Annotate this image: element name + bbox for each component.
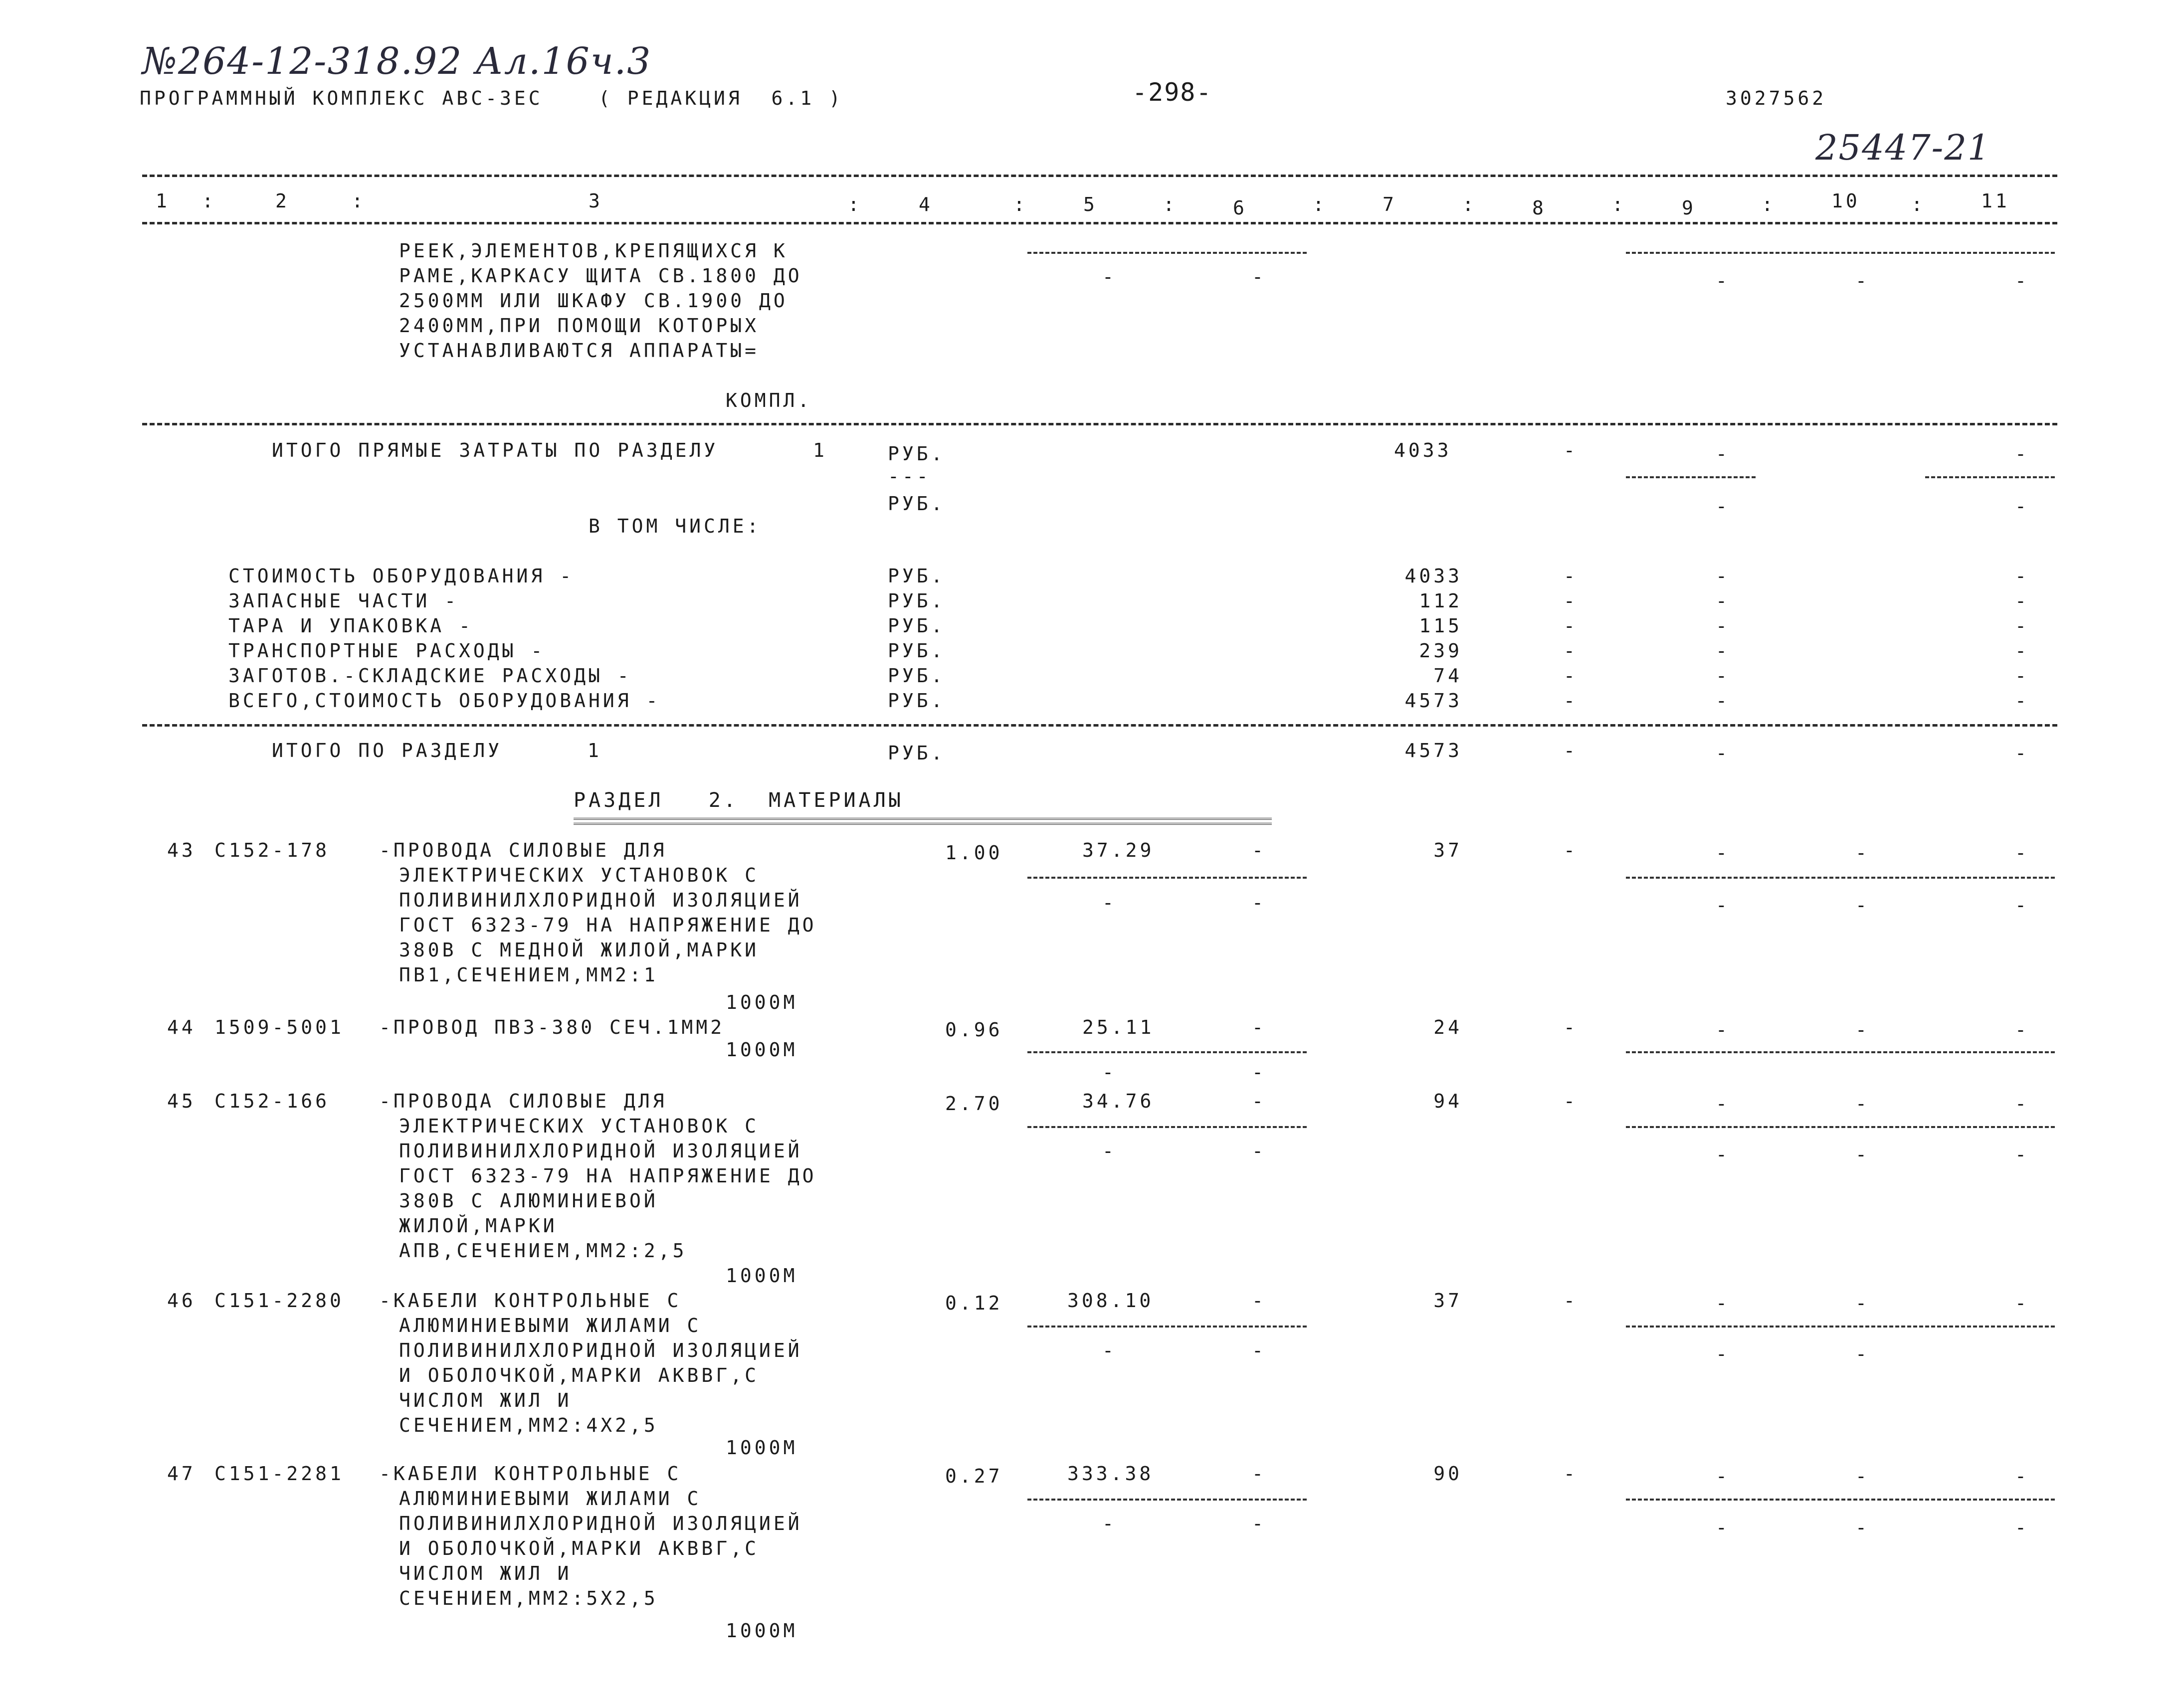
empty-dash: -	[2015, 1143, 2029, 1165]
item-col8: -	[1564, 1090, 1578, 1112]
item-code: С151-2281	[214, 1463, 344, 1485]
item-text-line: УСТАНАВЛИВАЮТСЯ АППАРАТЫ=	[399, 340, 759, 362]
empty-dash: -	[1252, 1339, 1266, 1361]
breakdown-c9: -	[1716, 590, 1730, 612]
item-code: С152-178	[214, 839, 330, 861]
summary-sub-col11: -	[2015, 495, 2029, 517]
item-total: 90	[1433, 1463, 1462, 1485]
subtotal-rule	[1626, 1326, 2055, 1328]
item-text-line: И ОБОЛОЧКОЙ,МАРКИ АКВВГ,С	[399, 1364, 759, 1386]
item-unit-price: 34.76	[1082, 1090, 1155, 1112]
subtotal-rule	[1027, 1051, 1307, 1053]
item-col6: -	[1252, 1463, 1266, 1485]
item-col8: -	[1564, 1463, 1578, 1485]
item-total: 37	[1433, 839, 1462, 861]
subtotal-rule	[1925, 476, 2055, 478]
col-header-3: 3	[589, 190, 603, 212]
subtotal-rule	[1027, 1499, 1307, 1501]
document-code: 3027562	[1726, 87, 1827, 109]
item-col9: -	[1716, 1093, 1730, 1115]
empty-dash: -	[1855, 894, 1870, 916]
empty-dash: -	[1855, 270, 1870, 292]
item-unit-price: 308.10	[1067, 1290, 1154, 1312]
empty-dash: -	[1252, 892, 1266, 914]
subtotal-rule	[1027, 877, 1307, 879]
item-text-line: -ПРОВОДА СИЛОВЫЕ ДЛЯ	[379, 1090, 667, 1112]
col-separator: :	[1911, 193, 1926, 215]
item-text-line: ГОСТ 6323-79 НА НАПРЯЖЕНИЕ ДО	[399, 1165, 817, 1187]
item-text-line: АЛЮМИНИЕВЫМИ ЖИЛАМИ С	[399, 1315, 702, 1336]
section-rule	[142, 724, 2057, 727]
col-header-10: 10	[1831, 190, 1860, 212]
item-text-line: РЕЕК,ЭЛЕМЕНТОВ,КРЕПЯЩИХСЯ К	[399, 240, 788, 262]
item-col10: -	[1855, 1019, 1870, 1041]
item-text-line: 380В С АЛЮМИНИЕВОЙ	[399, 1190, 658, 1212]
empty-dash: -	[1102, 1339, 1117, 1361]
item-col11: -	[2015, 1019, 2029, 1041]
item-col6: -	[1252, 1090, 1266, 1112]
item-col9: -	[1716, 1019, 1730, 1041]
section-title-underline	[574, 818, 1272, 825]
item-code: С151-2280	[214, 1290, 344, 1312]
item-unit: 1000М	[726, 1039, 798, 1061]
breakdown-c9: -	[1716, 565, 1730, 587]
item-text-line: -КАБЕЛИ КОНТРОЛЬНЫЕ С	[379, 1463, 682, 1485]
summary-col11: -	[2015, 742, 2029, 764]
col-separator: :	[1313, 193, 1327, 215]
empty-dash: -	[1102, 1061, 1117, 1083]
empty-dash: -	[1716, 1143, 1730, 1165]
item-col8: -	[1564, 1016, 1578, 1038]
item-text-line: ПОЛИВИНИЛХЛОРИДНОЙ ИЗОЛЯЦИЕЙ	[399, 889, 802, 911]
item-col11: -	[2015, 1465, 2029, 1487]
item-unit: 1000М	[726, 1437, 798, 1459]
item-col9: -	[1716, 1465, 1730, 1487]
subtotal-rule	[1626, 877, 2055, 879]
item-code: 1509-5001	[214, 1016, 344, 1038]
item-text-line: -ПРОВОД ПВ3-380 СЕЧ.1ММ2	[379, 1016, 725, 1038]
summary-value: 4033	[1394, 439, 1452, 461]
item-number: 44	[167, 1016, 196, 1038]
edition: ( РЕДАКЦИЯ 6.1 )	[598, 87, 843, 109]
breakdown-label: СТОИМОСТЬ ОБОРУДОВАНИЯ -	[228, 565, 575, 587]
empty-dash: -	[1252, 1061, 1266, 1083]
summary-dash: ---	[888, 465, 931, 487]
breakdown-c8: -	[1564, 665, 1578, 687]
item-unit: 1000М	[726, 1620, 798, 1642]
breakdown-c9: -	[1716, 690, 1730, 712]
col-separator: :	[1163, 193, 1178, 215]
item-text-line: РАМЕ,КАРКАСУ ЩИТА СВ.1800 ДО	[399, 265, 802, 287]
section-title: РАЗДЕЛ 2. МАТЕРИАЛЫ	[574, 789, 904, 812]
item-number: 45	[167, 1090, 196, 1112]
item-col6: -	[1252, 1290, 1266, 1312]
summary-section-number: 1	[588, 740, 602, 761]
subtotal-rule	[1027, 252, 1307, 254]
item-text-line: И ОБОЛОЧКОЙ,МАРКИ АКВВГ,С	[399, 1537, 759, 1559]
breakdown-label: ТРАНСПОРТНЫЕ РАСХОДЫ -	[228, 640, 546, 662]
col-separator: :	[848, 193, 862, 215]
subtotal-rule	[1626, 1499, 2055, 1501]
col-header-6: 6	[1233, 197, 1247, 219]
empty-dash: -	[1252, 1513, 1266, 1534]
summary-label: ИТОГО ПРЯМЫЕ ЗАТРАТЫ ПО РАЗДЕЛУ	[272, 439, 719, 461]
empty-dash: -	[1855, 1343, 1870, 1365]
item-text-line: -КАБЕЛИ КОНТРОЛЬНЫЕ С	[379, 1290, 682, 1312]
summary-section-number: 1	[813, 439, 827, 461]
col-header-1: 1	[156, 190, 170, 212]
breakdown-label: ЗАГОТОВ.-СКЛАДСКИЕ РАСХОДЫ -	[228, 665, 632, 687]
item-unit: КОМПЛ.	[726, 389, 812, 411]
item-text-line: 2500ММ ИЛИ ШКАФУ СВ.1900 ДО	[399, 290, 788, 312]
in-that-number: В ТОМ ЧИСЛЕ:	[589, 515, 762, 537]
empty-dash: -	[1102, 266, 1117, 288]
empty-dash: -	[1102, 1140, 1117, 1162]
breakdown-currency: РУБ.	[888, 565, 946, 587]
breakdown-c11: -	[2015, 590, 2029, 612]
item-col8: -	[1564, 839, 1578, 861]
breakdown-value: 112	[1419, 590, 1462, 612]
breakdown-value: 239	[1419, 640, 1462, 662]
subtotal-rule	[1626, 1051, 2055, 1053]
col-separator: :	[352, 190, 366, 212]
summary-sub-col9: -	[1716, 495, 1730, 517]
summary-col8: -	[1564, 740, 1578, 761]
empty-dash: -	[2015, 270, 2029, 292]
breakdown-currency: РУБ.	[888, 690, 946, 712]
breakdown-c11: -	[2015, 690, 2029, 712]
item-text-line: 380В С МЕДНОЙ ЖИЛОЙ,МАРКИ	[399, 939, 759, 961]
item-col10: -	[1855, 842, 1870, 864]
empty-dash: -	[2015, 894, 2029, 916]
item-text-line: СЕЧЕНИЕМ,ММ2:4Х2,5	[399, 1414, 658, 1436]
item-quantity: 0.27	[945, 1465, 1003, 1487]
item-number: 46	[167, 1290, 196, 1312]
summary-currency-2: РУБ.	[888, 493, 946, 515]
item-text-line: АЛЮМИНИЕВЫМИ ЖИЛАМИ С	[399, 1488, 702, 1510]
section-rule	[142, 423, 2057, 425]
empty-dash: -	[1716, 1517, 1730, 1538]
item-col9: -	[1716, 842, 1730, 864]
item-col10: -	[1855, 1292, 1870, 1314]
col-separator: :	[1762, 193, 1776, 215]
item-unit: 1000М	[726, 1265, 798, 1287]
item-unit-price: 333.38	[1067, 1463, 1154, 1485]
item-col10: -	[1855, 1093, 1870, 1115]
subtotal-rule	[1027, 1126, 1307, 1128]
breakdown-c8: -	[1564, 640, 1578, 662]
col-separator: :	[202, 190, 216, 212]
col-header-5: 5	[1083, 193, 1098, 215]
col-header-9: 9	[1682, 197, 1696, 219]
breakdown-c11: -	[2015, 565, 2029, 587]
breakdown-value: 4033	[1404, 565, 1462, 587]
program-name: ПРОГРАММНЫЙ КОМПЛЕКС АВС-3ЕС	[140, 87, 543, 109]
empty-dash: -	[1102, 892, 1117, 914]
col-separator: :	[1462, 193, 1477, 215]
breakdown-c9: -	[1716, 665, 1730, 687]
breakdown-c11: -	[2015, 665, 2029, 687]
item-text-line: АПВ,СЕЧЕНИЕМ,ММ2:2,5	[399, 1240, 687, 1262]
handwritten-doc-number: №264-12-318.92 Ал.16ч.3	[142, 40, 652, 83]
item-col11: -	[2015, 1093, 2029, 1115]
col-separator: :	[1612, 193, 1626, 215]
col-header-8: 8	[1532, 197, 1547, 219]
breakdown-value: 4573	[1404, 690, 1462, 712]
item-text-line: -ПРОВОДА СИЛОВЫЕ ДЛЯ	[379, 839, 667, 861]
col-header-2: 2	[275, 190, 290, 212]
breakdown-c9: -	[1716, 640, 1730, 662]
item-text-line: ГОСТ 6323-79 НА НАПРЯЖЕНИЕ ДО	[399, 914, 817, 936]
page-number: -298-	[1132, 78, 1212, 107]
breakdown-c8: -	[1564, 615, 1578, 637]
breakdown-c8: -	[1564, 565, 1578, 587]
breakdown-c8: -	[1564, 690, 1578, 712]
item-total: 37	[1433, 1290, 1462, 1312]
empty-dash: -	[1252, 1140, 1266, 1162]
item-total: 94	[1433, 1090, 1462, 1112]
item-total: 24	[1433, 1016, 1462, 1038]
summary-col9: -	[1716, 742, 1730, 764]
item-text-line: ЧИСЛОМ ЖИЛ И	[399, 1562, 572, 1584]
item-text-line: ПВ1,СЕЧЕНИЕМ,ММ2:1	[399, 964, 658, 986]
col-header-11: 11	[1981, 190, 2010, 212]
subtotal-rule	[1027, 1326, 1307, 1328]
item-number: 47	[167, 1463, 196, 1485]
subtotal-rule	[1626, 476, 1756, 478]
item-quantity: 0.96	[945, 1019, 1003, 1041]
item-col8: -	[1564, 1290, 1578, 1312]
item-col10: -	[1855, 1465, 1870, 1487]
item-quantity: 2.70	[945, 1093, 1003, 1115]
subtotal-rule	[1626, 252, 2055, 254]
item-text-line: ПОЛИВИНИЛХЛОРИДНОЙ ИЗОЛЯЦИЕЙ	[399, 1513, 802, 1534]
breakdown-c11: -	[2015, 615, 2029, 637]
item-code: С152-166	[214, 1090, 330, 1112]
item-col6: -	[1252, 839, 1266, 861]
item-col9: -	[1716, 1292, 1730, 1314]
item-text-line: ЖИЛОЙ,МАРКИ	[399, 1215, 558, 1237]
item-text-line: 2400ММ,ПРИ ПОМОЩИ КОТОРЫХ	[399, 315, 759, 337]
item-unit-price: 37.29	[1082, 839, 1155, 861]
breakdown-currency: РУБ.	[888, 615, 946, 637]
breakdown-value: 115	[1419, 615, 1462, 637]
empty-dash: -	[1252, 266, 1266, 288]
empty-dash: -	[1716, 1343, 1730, 1365]
breakdown-label: ВСЕГО,СТОИМОСТЬ ОБОРУДОВАНИЯ -	[228, 690, 661, 712]
breakdown-label: ЗАПАСНЫЕ ЧАСТИ -	[228, 590, 459, 612]
empty-dash: -	[1716, 894, 1730, 916]
empty-dash: -	[1102, 1513, 1117, 1534]
handwritten-sheet-number: 25447-21	[1815, 127, 1991, 168]
breakdown-currency: РУБ.	[888, 590, 946, 612]
item-unit: 1000М	[726, 991, 798, 1013]
item-quantity: 0.12	[945, 1292, 1003, 1314]
summary-value: 4573	[1404, 740, 1462, 761]
item-unit-price: 25.11	[1082, 1016, 1155, 1038]
empty-dash: -	[1716, 270, 1730, 292]
empty-dash: -	[1855, 1143, 1870, 1165]
col-separator: :	[1013, 193, 1028, 215]
col-header-4: 4	[919, 193, 933, 215]
item-col11: -	[2015, 842, 2029, 864]
subtotal-rule	[1626, 1126, 2055, 1128]
item-text-line: ПОЛИВИНИЛХЛОРИДНОЙ ИЗОЛЯЦИЕЙ	[399, 1140, 802, 1162]
breakdown-c11: -	[2015, 640, 2029, 662]
summary-col9: -	[1716, 443, 1730, 465]
item-text-line: ПОЛИВИНИЛХЛОРИДНОЙ ИЗОЛЯЦИЕЙ	[399, 1339, 802, 1361]
summary-label: ИТОГО ПО РАЗДЕЛУ	[272, 740, 503, 761]
header-bottom-rule	[142, 222, 2057, 224]
breakdown-c9: -	[1716, 615, 1730, 637]
breakdown-currency: РУБ.	[888, 640, 946, 662]
breakdown-currency: РУБ.	[888, 665, 946, 687]
breakdown-label: ТАРА И УПАКОВКА -	[228, 615, 473, 637]
empty-dash: -	[1855, 1517, 1870, 1538]
summary-currency: РУБ.	[888, 443, 946, 465]
summary-currency: РУБ.	[888, 742, 946, 764]
breakdown-c8: -	[1564, 590, 1578, 612]
empty-dash: -	[2015, 1517, 2029, 1538]
item-number: 43	[167, 839, 196, 861]
breakdown-value: 74	[1433, 665, 1462, 687]
col-header-7: 7	[1383, 193, 1397, 215]
item-quantity: 1.00	[945, 842, 1003, 864]
item-text-line: ЭЛЕКТРИЧЕСКИХ УСТАНОВОК С	[399, 864, 759, 886]
header-top-rule	[142, 175, 2057, 177]
item-text-line: СЕЧЕНИЕМ,ММ2:5Х2,5	[399, 1587, 658, 1609]
item-col6: -	[1252, 1016, 1266, 1038]
item-col11: -	[2015, 1292, 2029, 1314]
summary-col11: -	[2015, 443, 2029, 465]
summary-col8: -	[1564, 439, 1578, 461]
item-text-line: ЧИСЛОМ ЖИЛ И	[399, 1389, 572, 1411]
item-text-line: ЭЛЕКТРИЧЕСКИХ УСТАНОВОК С	[399, 1115, 759, 1137]
